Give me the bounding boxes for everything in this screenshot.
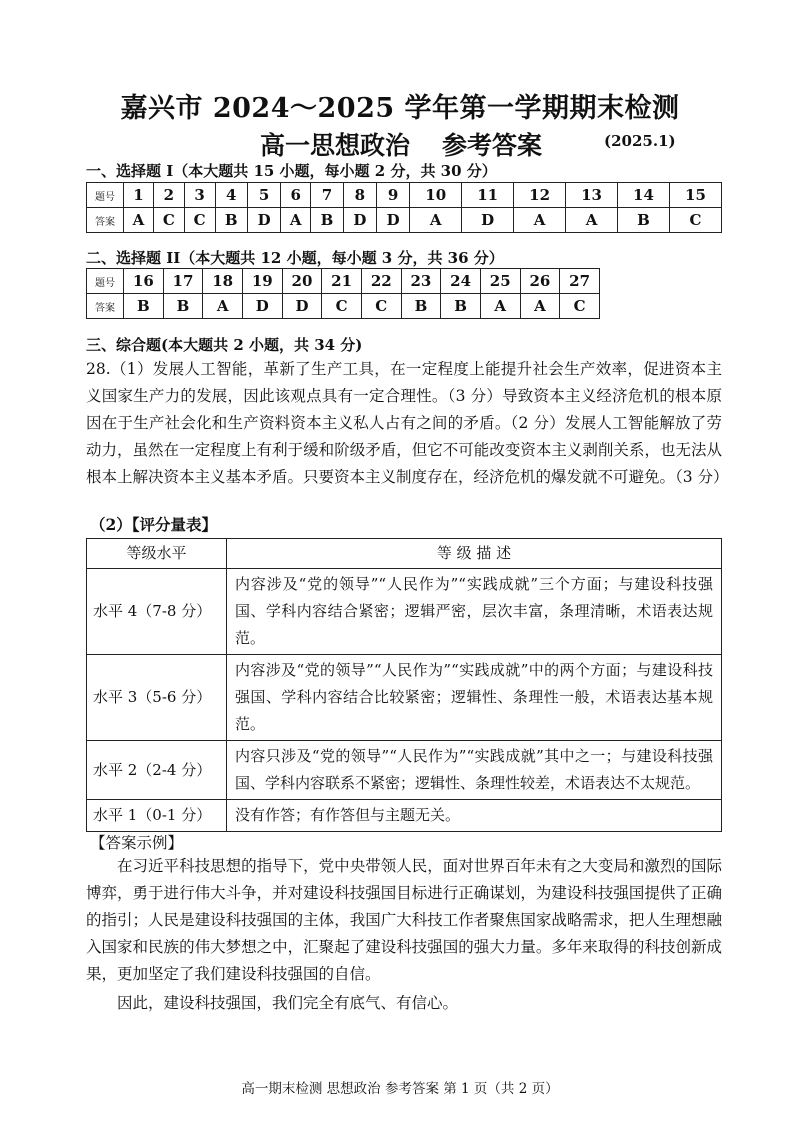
question-number-cell: 27 [560,269,600,294]
question-number-cell: 9 [377,183,410,208]
question-number-cell: 14 [618,183,670,208]
question-number-cell: 7 [311,183,343,208]
answer-cell: C [560,294,600,319]
q28-part1-text: 28.（1）发展人工智能，革新了生产工具，在一定程度上能提升社会生产效率，促进资本主义国家生产力的发展，因此该观点具有一定合理性。（3 分）导致资本主义经济危机的根本原因在于生产社会化和生产资料资本主义私人占有之间的矛盾。（2 分）发展人工智能解放了劳动力，虽然在一定程度上有利于缓和阶级矛盾，但它不可能改变资本主义剥削关系，也无法从根本上解决资本主义基本矛盾。只要资本主义制度存在，经济危机的爆发就不可避免。（3 分） [86,360,729,486]
page-footer: 高一期末检测 思想政治 参考答案 第 1 页（共 2 页） [241,1081,559,1097]
rubric-level: 水平 2（2-4 分） [87,741,227,800]
example-answer [86,853,722,1017]
answer-cell: D [377,208,410,233]
answer-cell: C [322,294,362,319]
question-number-cell: 1 [124,183,154,208]
question-number-cell: 13 [566,183,618,208]
answer-key-title: 参考答案 [442,131,543,160]
answer-cell: A [203,294,243,319]
example-paragraph-2: 因此，建设科技强国，我们完全有底气、有信心。 [117,994,459,1012]
answer-cell: A [410,208,462,233]
section2-answer-table [86,268,600,319]
section1-heading: 一、选择题 I（本大题共 15 小题，每小题 2 分，共 30 分） [86,162,497,180]
answer-cell: D [242,294,282,319]
question-number-cell: 25 [480,269,520,294]
example-paragraph-1: 在习近平科技思想的指导下，党中央带领人民，面对世界百年未有之大变局和激烈的国际博弈，勇于进行伟大斗争，并对建设科技强国目标进行正确谋划，为建设科技强国提供了正确的指引；人民是建设科技强国的主体，我国广大科技工作者聚焦国家战略需求，把人生理想融入国家和民族的伟大梦想之中，汇聚起了建设科技强国的强大力量。多年来取得的科技创新成果，更加坚定了我们建设科技强国的自信。 [86,857,722,983]
question-number-cell: 17 [163,269,203,294]
q28-part2-label: （2）【评分量表】 [90,515,218,534]
question-number-cell: 10 [410,183,462,208]
section2-heading: 二、选择题 II（本大题共 12 小题，每小题 3 分，共 36 分） [86,249,504,267]
rubric-description: 没有作答；有作答但与主题无关。 [227,800,722,832]
scoring-rubric-table [86,538,722,832]
subject-title: 高一思想政治 [260,131,411,160]
question-number-cell: 6 [281,183,311,208]
question-number-cell: 12 [514,183,566,208]
answer-cell: A [566,208,618,233]
question-number-cell: 16 [124,269,164,294]
answer-cell: B [618,208,670,233]
question-number-cell: 24 [441,269,481,294]
answer-cell: C [361,294,401,319]
rubric-description: 内容只涉及“党的领导”“人民作为”“实践成就”其中之一；与建设科技强国、学科内容联系不紧密；逻辑性、条理性较差，术语表达不太规范。 [227,741,722,800]
rubric-header-description: 等 级 描 述 [227,539,722,569]
q28-part1-answer [86,356,729,491]
rubric-description: 内容涉及“党的领导”“人民作为”“实践成就”中的两个方面；与建设科技强国、学科内容结合比较紧密；逻辑性、条理性一般，术语表达基本规范。 [227,655,722,741]
question-number-cell: 23 [401,269,441,294]
answer-cell: A [480,294,520,319]
question-number-cell: 4 [215,183,247,208]
question-number-label: 题号 [87,269,124,294]
answer-cell: B [441,294,481,319]
answer-cell: D [247,208,280,233]
page-title: 嘉兴市 2024～2025 学年第一学期期末检测 [120,93,680,124]
example-label: 【答案示例】 [90,834,184,852]
answer-cell: B [124,294,164,319]
answer-cell: D [462,208,514,233]
rubric-description: 内容涉及“党的领导”“人民作为”“实践成就”三个方面；与建设科技强国、学科内容结合紧密；逻辑严密，层次丰富，条理清晰，术语表达规范。 [227,569,722,655]
answer-cell: B [215,208,247,233]
answer-label: 答案 [87,294,124,319]
question-number-cell: 26 [520,269,560,294]
answer-cell: B [311,208,343,233]
answer-cell: B [163,294,203,319]
answer-cell: D [282,294,322,319]
question-number-cell: 11 [462,183,514,208]
exam-date: (2025.1) [604,132,676,150]
rubric-level: 水平 4（7-8 分） [87,569,227,655]
question-number-cell: 8 [343,183,376,208]
question-number-cell: 20 [282,269,322,294]
answer-cell: A [281,208,311,233]
question-number-label: 题号 [87,183,124,208]
question-number-cell: 19 [242,269,282,294]
answer-cell: C [184,208,215,233]
answer-cell: A [520,294,560,319]
answer-cell: A [124,208,154,233]
rubric-row [87,741,722,800]
rubric-level: 水平 1（0-1 分） [87,800,227,832]
rubric-row [87,655,722,741]
question-number-cell: 15 [669,183,721,208]
question-number-cell: 21 [322,269,362,294]
answer-cell: B [401,294,441,319]
question-number-cell: 18 [203,269,243,294]
answer-cell: C [669,208,721,233]
rubric-header-level: 等级水平 [87,539,227,569]
answer-cell: D [343,208,376,233]
question-number-cell: 5 [247,183,280,208]
answer-cell: A [514,208,566,233]
rubric-row [87,569,722,655]
section3-heading: 三、综合题(本大题共 2 小题，共 34 分) [86,336,363,354]
rubric-row [87,800,722,832]
question-number-cell: 22 [361,269,401,294]
section1-answer-table [86,182,722,233]
question-number-cell: 3 [184,183,215,208]
answer-label: 答案 [87,208,124,233]
question-number-cell: 2 [154,183,185,208]
answer-cell: C [154,208,185,233]
rubric-level: 水平 3（5-6 分） [87,655,227,741]
